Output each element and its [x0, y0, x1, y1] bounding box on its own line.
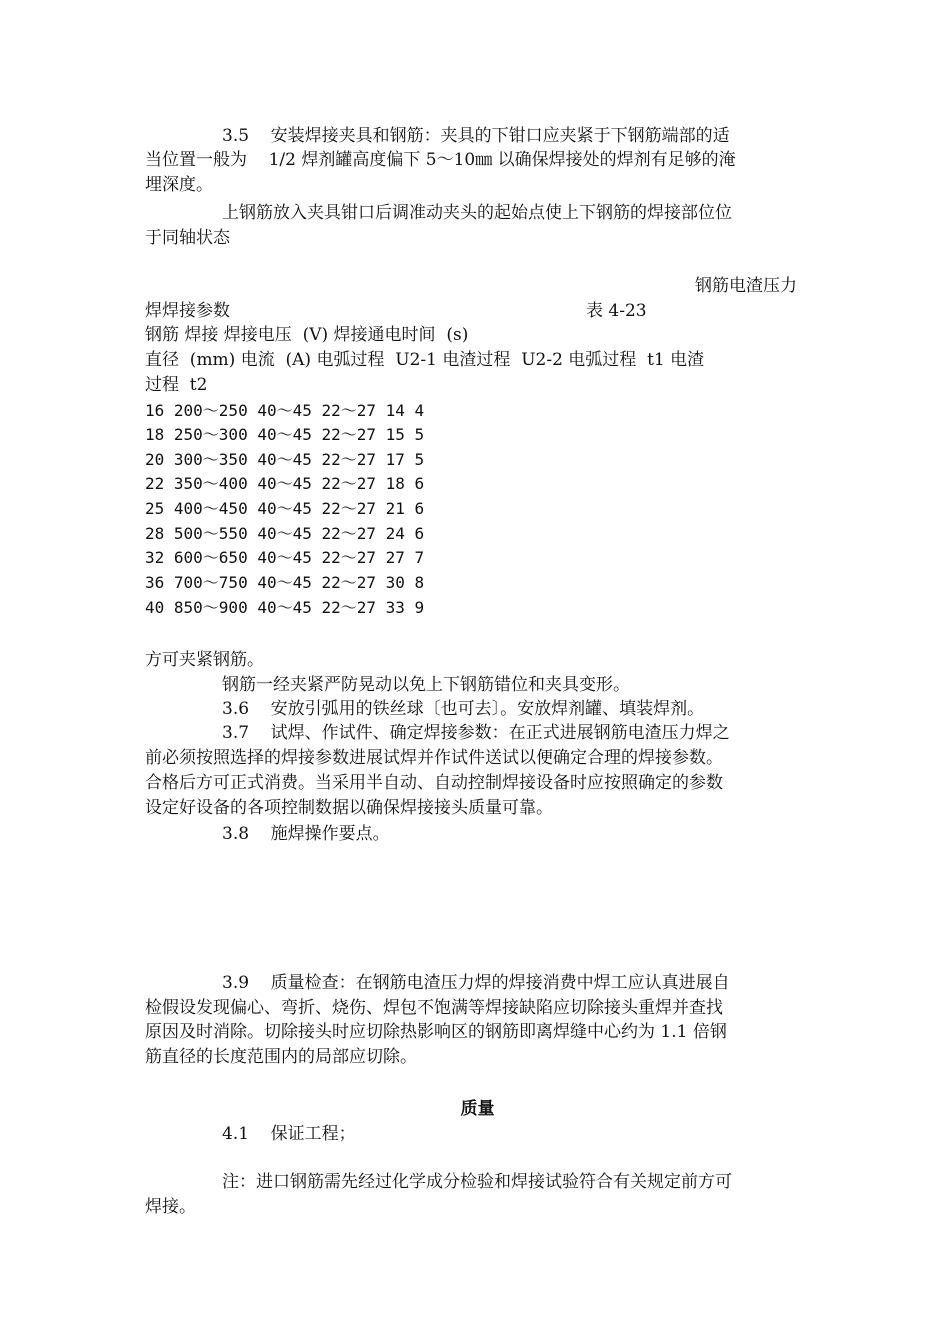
table-header-row-3: 过程 t2 [145, 375, 208, 395]
section-4-1: 4.1 保证工程； [222, 1124, 356, 1144]
section-3-8: 3.8 施焊操作要点。 [222, 824, 390, 844]
note-line-1: 注：进口钢筋需先经过化学成分检验和焊接试验符合有关规定前方可 [222, 1172, 732, 1192]
table-caption-left: 焊焊接参数 [145, 301, 230, 321]
table-row: 36 700～750 40～45 22～27 30 8 [145, 573, 425, 592]
table-row: 25 400～450 40～45 22～27 21 6 [145, 499, 425, 518]
section-3-9-line-2: 检假设发现偏心、弯折、烧伤、焊包不饱满等焊接缺陷应切除接头重焊并查找 [145, 998, 723, 1018]
table-number: 表 4-23 [586, 301, 647, 321]
paragraph-line: 钢筋一经夹紧严防晃动以免上下钢筋错位和夹具变形。 [222, 675, 630, 695]
section-3-7-line-2: 前必须按照选择的焊接参数进展试焊并作试件送试以便确定合理的焊接参数。 [145, 748, 723, 768]
section-3-5-line-2: 当位置一般为 1/2 焊剂罐高度偏下 5～10㎜ 以确保焊接处的焊剂有足够的淹 [145, 150, 736, 170]
section-3-9-line-1: 3.9 质量检查：在钢筋电渣压力焊的焊接消费中焊工应认真进展自 [222, 973, 730, 993]
table-caption-right: 钢筋电渣压力 [695, 276, 797, 296]
table-header-row-2: 直径 (mm) 电流 (A) 电弧过程 U2-1 电渣过程 U2-2 电弧过程 t1 电渣 [145, 350, 705, 370]
section-3-5-line-1: 3.5 安装焊接夹具和钢筋：夹具的下钳口应夹紧于下钢筋端部的适 [222, 126, 730, 146]
section-heading-quality: 质量 [460, 1099, 495, 1119]
table-row: 22 350～400 40～45 22～27 18 6 [145, 474, 425, 493]
section-3-5-line-4: 上钢筋放入夹具钳口后调准动夹头的起始点使上下钢筋的焊接部位位 [222, 203, 732, 223]
table-row: 28 500～550 40～45 22～27 24 6 [145, 524, 425, 543]
table-header-row-1: 钢筋 焊接 焊接电压 (V) 焊接通电时间 (s) [145, 325, 469, 345]
table-row: 40 850～900 40～45 22～27 33 9 [145, 598, 425, 617]
section-3-5-line-3: 埋深度。 [145, 175, 213, 195]
section-3-5-line-5: 于同轴状态 [145, 228, 230, 248]
table-row: 32 600～650 40～45 22～27 27 7 [145, 548, 425, 567]
paragraph-line: 方可夹紧钢筋。 [145, 650, 264, 670]
note-line-2: 焊接。 [145, 1197, 196, 1217]
section-3-7-line-3: 合格后方可正式消费。当采用半自动、自动控制焊接设备时应按照确定的参数 [145, 773, 723, 793]
table-row: 18 250～300 40～45 22～27 15 5 [145, 425, 425, 444]
section-3-9-line-3: 原因及时消除。切除接头时应切除热影响区的钢筋即离焊缝中心约为 1.1 倍钢 [145, 1022, 727, 1042]
table-row: 16 200～250 40～45 22～27 14 4 [145, 401, 425, 420]
section-3-9-line-4: 筋直径的长度范围内的局部应切除。 [145, 1047, 417, 1067]
section-3-7-line-1: 3.7 试焊、作试件、确定焊接参数：在正式进展钢筋电渣压力焊之 [222, 723, 730, 743]
table-row: 20 300～350 40～45 22～27 17 5 [145, 450, 425, 469]
section-3-7-line-4: 设定好设备的各项控制数据以确保焊接接头质量可靠。 [145, 798, 553, 818]
section-3-6: 3.6 安放引弧用的铁丝球〔也可去〕。安放焊剂罐、填装焊剂。 [222, 699, 705, 719]
